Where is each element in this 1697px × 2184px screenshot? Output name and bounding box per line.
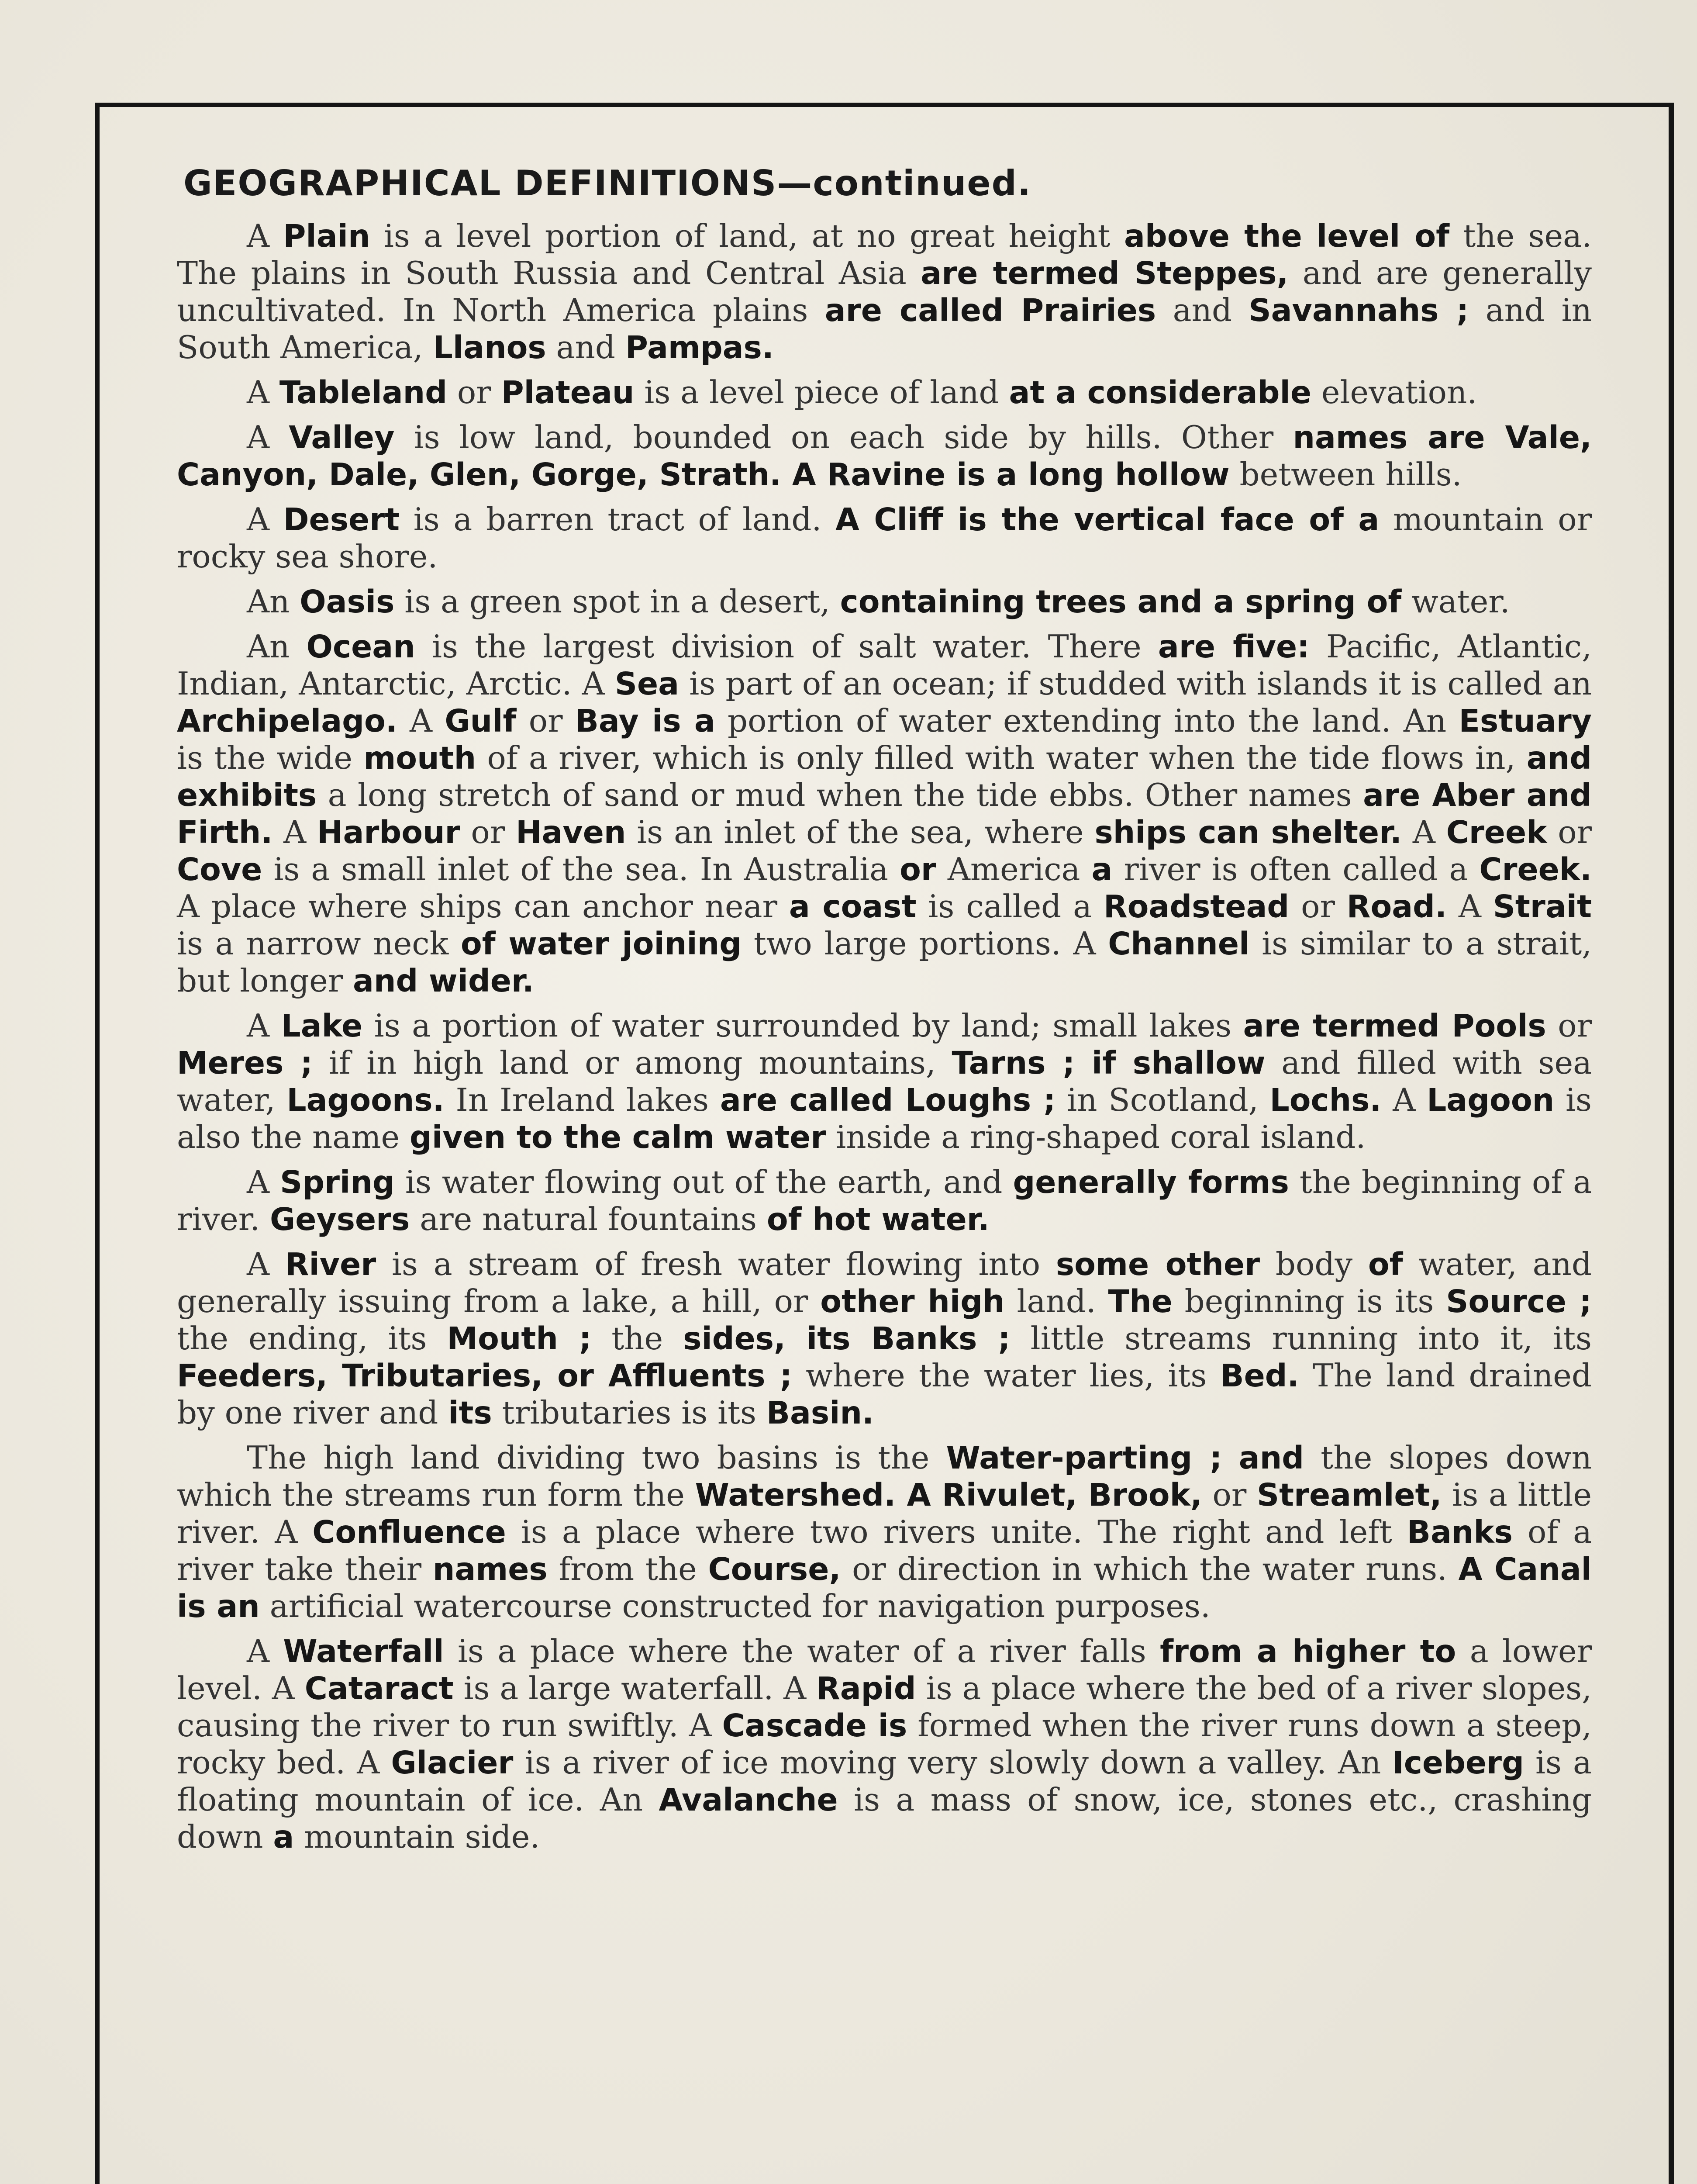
text-run: A	[247, 1633, 283, 1669]
text-run: is a place where two rivers unite. The right and left	[506, 1514, 1407, 1550]
text-run: and are generally uncultivated. In North America plains	[177, 255, 1592, 328]
bold-term: ships can shelter.	[1094, 814, 1402, 850]
bold-term: a	[273, 1819, 294, 1855]
bold-term: Meres ;	[177, 1045, 313, 1081]
text-run: A	[247, 218, 283, 254]
text-run: is part of an ocean; if studded with islands it is called an	[679, 665, 1592, 702]
text-run: A	[1401, 814, 1446, 850]
text-run: and filled with sea water,	[177, 1044, 1592, 1118]
text-run: tributaries is its	[492, 1394, 766, 1431]
bold-term: other high	[820, 1283, 1005, 1320]
text-run: artificial watercourse constructed for navigation purposes.	[259, 1588, 1211, 1624]
text-run: is a stream of fresh water flowing into	[376, 1246, 1056, 1282]
bold-term: containing trees and a spring of	[840, 584, 1402, 620]
text-run: A	[247, 501, 283, 538]
text-run: is a large waterfall. A	[453, 1670, 817, 1707]
bold-term: Spring	[280, 1164, 395, 1200]
bold-term: Rapid	[816, 1670, 916, 1707]
text-run: is also the name	[177, 1082, 1592, 1155]
bold-term: are called Prairies	[824, 292, 1156, 328]
bold-term: Llanos	[433, 329, 546, 366]
text-run: water, and generally issuing from a lake, a hill, or	[177, 1246, 1592, 1320]
bold-term: Archipelago.	[177, 703, 397, 739]
text-run: is a green spot in a desert,	[394, 583, 840, 620]
bold-term: are Aber and Firth.	[177, 777, 1592, 850]
bold-term: are termed Steppes,	[921, 255, 1289, 291]
text-run: The land drained by one river and	[177, 1357, 1592, 1431]
text-run: the ending, its	[177, 1320, 447, 1357]
bold-term: A Canal is an	[177, 1551, 1592, 1624]
bold-term: sides, its Banks ;	[683, 1320, 1011, 1357]
text-run: a lower level. A	[177, 1633, 1592, 1707]
bold-term: Desert	[283, 501, 400, 538]
bold-term: some other	[1055, 1246, 1260, 1282]
paragraph	[177, 218, 1592, 366]
bold-term: a coast	[789, 888, 917, 925]
bold-term: Pampas.	[625, 329, 774, 366]
text-run: are natural fountains	[410, 1201, 767, 1237]
text-run: or	[447, 374, 501, 411]
bold-term: Feeders, Tributaries, or Affluents ;	[177, 1358, 792, 1394]
text-run: A	[247, 1164, 280, 1200]
text-run: of a river, which is only filled with water when the tide flows in,	[476, 740, 1527, 776]
text-run: and	[1156, 292, 1249, 328]
text-run: if in high land or among mountains,	[313, 1044, 952, 1081]
text-run: is a barren tract of land.	[400, 501, 836, 538]
text-run: is a portion of water surrounded by land; small lakes	[362, 1007, 1243, 1044]
text-run: is a floating mountain of ice. An	[177, 1744, 1592, 1818]
text-run: body	[1260, 1246, 1368, 1282]
bold-term: above the level of	[1124, 218, 1449, 254]
paragraph	[177, 1246, 1592, 1431]
bold-term: Creek	[1446, 814, 1547, 850]
bold-term: Lochs.	[1269, 1082, 1382, 1118]
paragraph	[177, 1007, 1592, 1156]
bold-term: Lagoon	[1427, 1082, 1555, 1118]
text-run: is a mass of snow, ice, stones etc., crashing down	[177, 1781, 1592, 1855]
bold-term: Plain	[283, 218, 370, 254]
bold-term: Glacier	[391, 1745, 514, 1781]
bold-term: or	[900, 851, 936, 888]
bold-term: mouth	[363, 740, 476, 776]
text-run: A place where ships can anchor near	[177, 888, 789, 925]
bold-term: Geysers	[270, 1201, 410, 1237]
text-run: river is often called a	[1112, 851, 1480, 888]
text-run: the sea. The plains in South Russia and Central Asia	[177, 218, 1592, 291]
bold-term: Oasis	[300, 584, 395, 620]
paragraph	[177, 583, 1592, 620]
text-run: and	[546, 329, 625, 366]
paragraphs	[177, 218, 1592, 1856]
bold-term: Source ;	[1446, 1283, 1592, 1320]
bold-term: Cataract	[304, 1670, 454, 1707]
text-run: A	[1446, 888, 1493, 925]
text-run: two large portions. A	[742, 925, 1108, 962]
text-run: inside a ring-shaped coral island.	[826, 1119, 1366, 1155]
bold-term: Tarns ; if shallow	[952, 1045, 1266, 1081]
text-run: where the water lies, its	[792, 1357, 1221, 1394]
text-run: In Ireland lakes	[444, 1082, 720, 1118]
text-run: or	[460, 814, 516, 850]
bold-term: from a higher to	[1160, 1633, 1456, 1669]
text-run: is the wide	[177, 740, 364, 776]
text-run: A	[247, 1246, 285, 1282]
text-run: the beginning of a river.	[177, 1164, 1592, 1237]
text-run: little streams running into it, its	[1010, 1320, 1592, 1357]
text-run: is an inlet of the sea, where	[626, 814, 1095, 850]
bold-term: Banks	[1407, 1514, 1513, 1550]
bold-term: Plateau	[501, 374, 635, 411]
bold-term: generally forms	[1013, 1164, 1289, 1200]
bold-term: Mouth ;	[447, 1320, 592, 1357]
bold-term: Sea	[614, 666, 679, 702]
bold-term: Lake	[281, 1008, 363, 1044]
bold-term: Confluence	[312, 1514, 506, 1550]
text-run: formed when the river runs down a steep, rocky bed. A	[177, 1707, 1592, 1781]
bold-term: Watershed. A Rivulet, Brook,	[695, 1477, 1202, 1513]
paragraph	[177, 374, 1592, 411]
bold-term: its	[448, 1395, 492, 1431]
text-run: is the largest division of salt water. There	[415, 628, 1158, 665]
bold-term: are called Loughs ;	[720, 1082, 1056, 1118]
text-run: from the	[547, 1551, 708, 1587]
text-run: elevation.	[1311, 374, 1477, 411]
paragraph	[177, 501, 1592, 575]
text-run: A	[397, 702, 445, 739]
text-run: in Scotland,	[1055, 1082, 1270, 1118]
paragraph	[177, 1633, 1592, 1856]
bold-term: Valley	[289, 419, 395, 456]
text-run: is similar to a strait, but longer	[177, 925, 1592, 999]
text-run: between hills.	[1229, 456, 1462, 493]
bold-term: are five:	[1158, 629, 1310, 665]
bold-term: Creek.	[1479, 851, 1592, 888]
bold-term: Waterfall	[283, 1633, 444, 1669]
bold-term: Bay is a	[575, 703, 715, 739]
bold-term: Avalanche	[659, 1782, 838, 1818]
bold-term: Iceberg	[1392, 1745, 1524, 1781]
text-run: or	[1202, 1476, 1257, 1513]
bold-term: Haven	[516, 814, 626, 850]
bold-term: are termed Pools	[1243, 1008, 1546, 1044]
text-run: is a place where the bed of a river slopes, causing the river to run swiftly. A	[177, 1670, 1592, 1744]
text-run: or	[1546, 1007, 1592, 1044]
bold-term: Savannahs ;	[1249, 292, 1469, 328]
text-run: or	[1547, 814, 1592, 850]
text-run: A	[247, 1007, 281, 1044]
bold-term: Harbour	[317, 814, 460, 850]
text-run: beginning is its	[1172, 1283, 1446, 1320]
text-run: Pacific, Atlantic, Indian, Antarctic, Arctic. A	[177, 628, 1592, 702]
text-run: is a little river. A	[177, 1476, 1592, 1550]
text-run: is a small inlet of the sea. In Australia	[262, 851, 900, 888]
bold-term: of water joining	[460, 926, 742, 962]
text-run: is low land, bounded on each side by hills. Other	[394, 419, 1293, 456]
bold-term: and exhibits	[177, 740, 1592, 813]
text-run	[1222, 1439, 1239, 1476]
bold-term: names	[432, 1551, 548, 1587]
text-run: and in South America,	[177, 292, 1592, 366]
bold-term: of hot water.	[766, 1201, 990, 1237]
article	[177, 162, 1592, 1863]
bold-term: and	[1238, 1440, 1304, 1476]
bold-term: Cove	[177, 851, 262, 888]
page-heading: GEOGRAPHICAL DEFINITIONS—continued.	[183, 163, 1032, 204]
text-run: portion of water extending into the land. An	[715, 702, 1459, 739]
bold-term: and wider.	[353, 963, 534, 999]
text-run: is a level piece of land	[634, 374, 1009, 411]
text-run: A	[247, 374, 279, 411]
text-run: a long stretch of sand or mud when the tide ebbs. Other names	[317, 777, 1363, 813]
text-run: or	[1289, 888, 1347, 925]
text-run: is water flowing out of the earth, and	[394, 1164, 1013, 1200]
text-run: A	[272, 814, 317, 850]
bold-term: Channel	[1108, 926, 1250, 962]
text-run: water.	[1401, 583, 1510, 620]
text-run: An	[247, 583, 300, 620]
bold-term: of	[1368, 1246, 1403, 1282]
bold-term: Lagoons.	[286, 1082, 445, 1118]
paragraph	[177, 1164, 1592, 1238]
paragraph	[177, 1439, 1592, 1625]
bold-term: Water-parting ;	[946, 1440, 1222, 1476]
text-run: of a river take their	[177, 1514, 1592, 1587]
text-run: the slopes down which the streams run form the	[177, 1439, 1592, 1513]
bold-term: River	[285, 1246, 376, 1282]
text-run: is a place where the water of a river falls	[444, 1633, 1160, 1669]
bold-term: Strait	[1493, 888, 1592, 925]
bold-term: Streamlet,	[1256, 1477, 1442, 1513]
bold-term: names are Vale, Canyon, Dale, Glen, Gorge, Strath. A Ravine is a long hollow	[177, 419, 1592, 493]
bold-term: at a considerable	[1009, 374, 1311, 411]
text-run: the	[591, 1320, 683, 1357]
paragraph	[177, 419, 1592, 493]
text-run: is a narrow neck	[177, 925, 461, 962]
bold-term: Bed.	[1220, 1358, 1299, 1394]
paragraph	[177, 628, 1592, 999]
bold-term: given to the calm water	[410, 1119, 826, 1155]
text-run: is called a	[916, 888, 1104, 925]
text-run: America	[936, 851, 1092, 888]
text-run: is a river of ice moving very slowly down a valley. An	[513, 1744, 1393, 1781]
bold-term: Basin.	[766, 1395, 874, 1431]
text-run: is a level portion of land, at no great height	[370, 218, 1124, 254]
text-run: or	[516, 702, 575, 739]
bold-term: A Cliff is the vertical face of a	[835, 501, 1380, 538]
bold-term: Road.	[1346, 888, 1447, 925]
text-run: mountain side.	[294, 1818, 540, 1855]
bold-term: Ocean	[306, 629, 415, 665]
text-run: An	[247, 628, 307, 665]
bold-term: Gulf	[445, 703, 517, 739]
text-run: The high land dividing two basins is the	[247, 1439, 946, 1476]
text-run: mountain or rocky sea shore.	[177, 501, 1592, 575]
bold-term: Course,	[708, 1551, 841, 1587]
text-run: A	[247, 419, 289, 456]
bold-term: Tableland	[279, 374, 448, 411]
text-run: A	[1381, 1082, 1427, 1118]
bold-term: Cascade is	[722, 1707, 907, 1744]
bold-term: a	[1091, 851, 1113, 888]
text-run: or direction in which the water runs.	[841, 1551, 1459, 1587]
bold-term: The	[1108, 1283, 1173, 1320]
bold-term: Roadstead	[1103, 888, 1290, 925]
text-run: land.	[1004, 1283, 1108, 1320]
bold-term: Estuary	[1459, 703, 1592, 739]
